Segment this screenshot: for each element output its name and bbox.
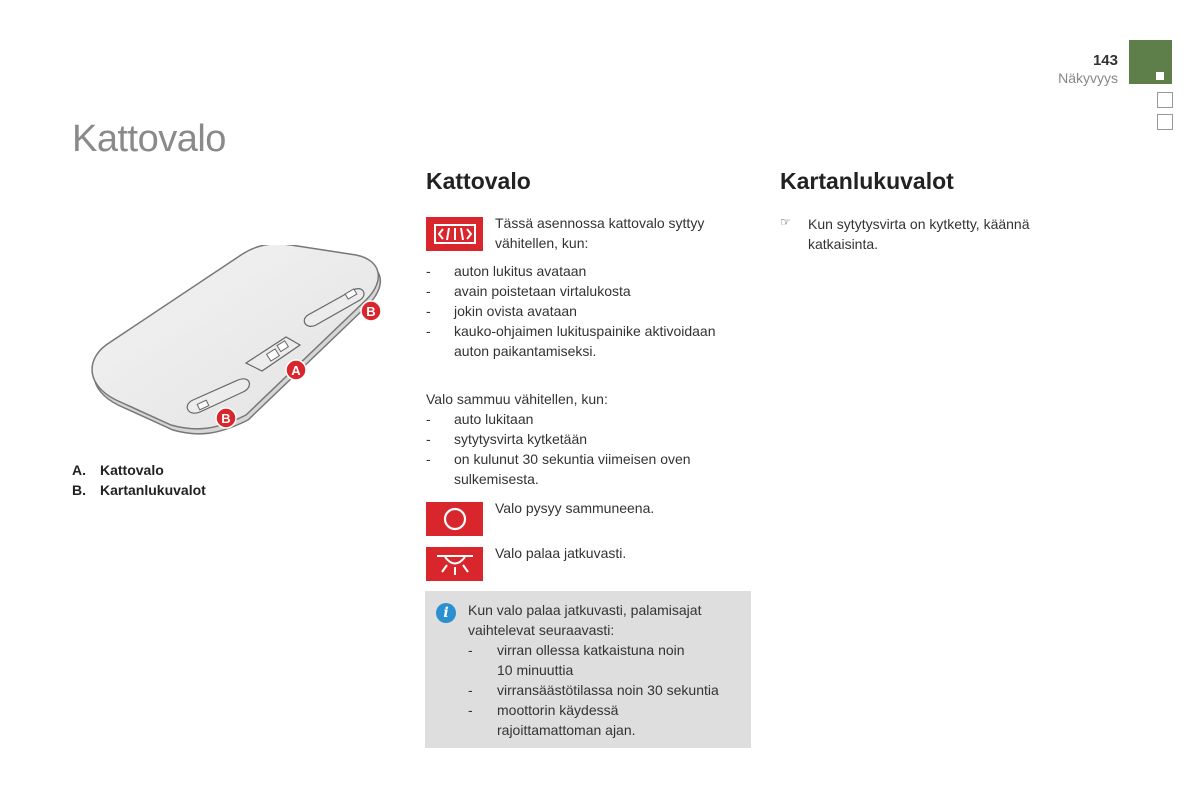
chapter-tab-active (1129, 40, 1172, 84)
info-panel (425, 591, 751, 748)
door-mode-text: Tässä asennossa kattovalo syttyy vähitellen, kun: (495, 215, 705, 251)
svg-text:B: B (221, 411, 231, 426)
list-item: - auton lukitus avataan (426, 263, 587, 279)
page-number: 143 (1092, 52, 1118, 69)
legend-item: A. Kattovalo (72, 462, 164, 478)
section-heading-kartanlukuvalot: Kartanlukuvalot (780, 168, 954, 194)
page-title: Kattovalo (72, 118, 226, 160)
light-off-intro: Valo sammuu vähitellen, kun: (426, 391, 608, 407)
list-item: - jokin ovista avataan (426, 303, 577, 319)
info-item: - virran ollessa katkaistuna noin 10 minuuttia (468, 642, 685, 678)
section-heading-kattovalo: Kattovalo (426, 168, 531, 194)
info-item: - virransäästötilassa noin 30 sekuntia (468, 682, 719, 698)
on-mode-icon (426, 547, 483, 581)
list-item: - sytytysvirta kytketään (426, 431, 588, 447)
svg-text:B: B (366, 304, 376, 319)
on-mode-text: Valo palaa jatkuvasti. (495, 545, 627, 561)
info-icon: i (436, 603, 456, 623)
svg-text:A: A (291, 363, 301, 378)
pointing-hand-icon: ☞ (780, 215, 791, 229)
map-light-instruction: Kun sytytysvirta on kytketty, käännä katkaisinta. (808, 216, 1030, 252)
off-mode-icon (426, 502, 483, 536)
list-item: - on kulunut 30 sekuntia viimeisen oven (426, 451, 691, 467)
list-item: - avain poistetaan virtalukosta (426, 283, 631, 299)
callout-b-bottom (216, 408, 236, 428)
list-item-continuation: auton paikantamiseksi. (454, 343, 597, 359)
list-item-continuation: sulkemisesta. (454, 471, 539, 487)
legend (72, 460, 206, 500)
chapter-tab-box (1157, 92, 1173, 108)
chapter-tab-marker (1156, 72, 1164, 80)
chapter-tab-box (1157, 114, 1173, 130)
legend-item: B. Kartanlukuvalot (72, 482, 206, 498)
list-item: - kauko-ohjaimen lukituspainike aktivoidaan (426, 323, 716, 339)
light-on-list (426, 261, 756, 361)
ceiling-light-illustration (78, 245, 398, 435)
light-off-list (426, 409, 756, 489)
section-name: Näkyvyys (1058, 70, 1118, 86)
list-item: - auto lukitaan (426, 411, 534, 427)
off-mode-text: Valo pysyy sammuneena. (495, 500, 655, 516)
callout-b-top (361, 301, 381, 321)
door-mode-icon (426, 217, 483, 251)
info-text: Kun valo palaa jatkuvasti, palamisajat vaihtelevat seuraavasti: - virran ollessa katkaistuna noin 10 minuuttia - virransäästötilassa noin 30 sekuntia - moottorin käydessä rajoittamattoman ajan. (468, 600, 748, 740)
callout-a (286, 360, 306, 380)
info-item: - moottorin käydessä rajoittamattoman ajan. (468, 702, 636, 738)
